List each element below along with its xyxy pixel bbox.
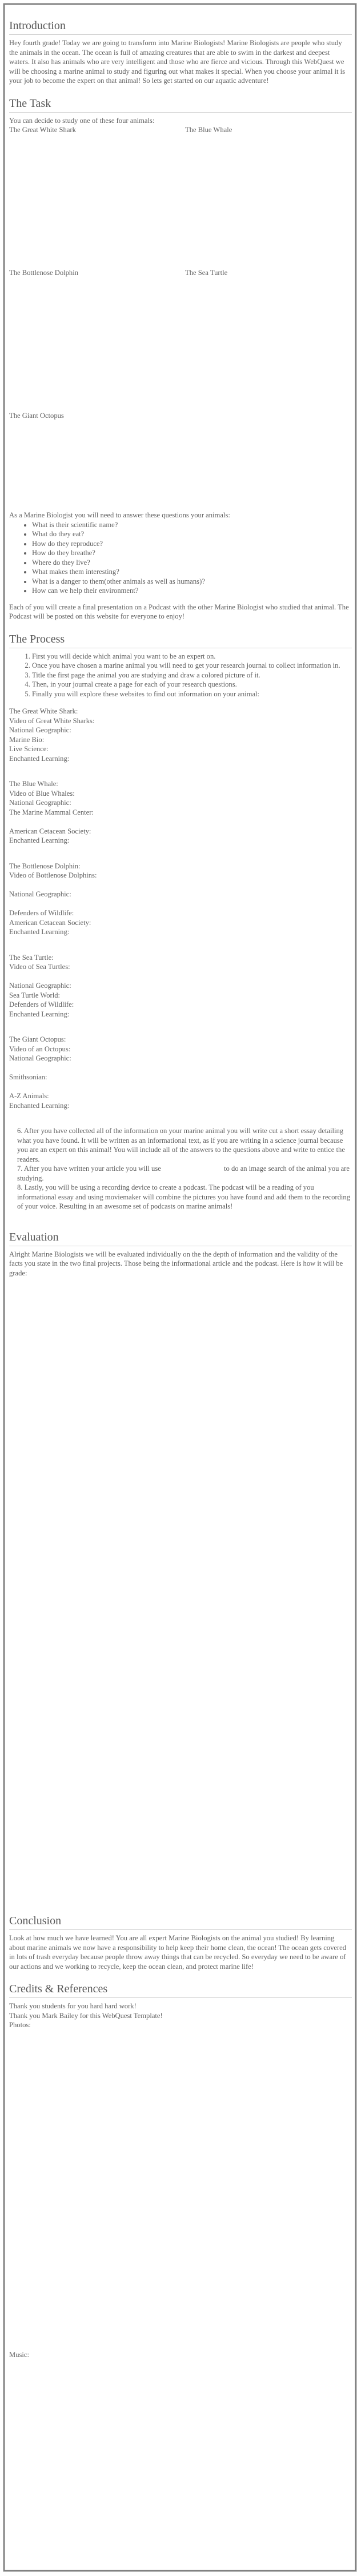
process-steps: [9, 652, 352, 699]
resource-link[interactable]: The Blue Whale:: [9, 780, 58, 788]
credits-lines: [9, 2001, 352, 2030]
animal-row-2: [9, 268, 352, 411]
conclusion-text: Look at how much we have learned! You are all expert Marine Biologists on the animal you studied! By learning about marine animals we now have a responsibility to help keep their home clean, the ocean! The ocean gets covered in lots of trash everyday because people throw away things that can be recycled. So everyday we need to be aware of our actions and we working to recycle, keep the ocean clean, and protect marine life!: [9, 1934, 347, 1971]
animal-shark: The Great White Shark: [9, 126, 76, 134]
question-item: • How do they reproduce?: [32, 539, 352, 549]
process-step: 1. First you will decide which animal you want to be an expert on.: [32, 652, 352, 661]
resource-link[interactable]: Live Science:: [9, 745, 49, 753]
credits-heading: Credits & References: [9, 1983, 352, 1998]
resource-link[interactable]: Sea Turtle World:: [9, 991, 61, 999]
question-item: • How do they breathe?: [32, 548, 352, 558]
resource-link[interactable]: Enchanted Learning:: [9, 1010, 70, 1018]
process-heading: The Process: [9, 633, 352, 648]
resource-link[interactable]: Video of Bottlenose Dolphins:: [9, 871, 97, 879]
credit-music-label: Music:: [9, 2350, 29, 2359]
resource-link[interactable]: The Marine Mammal Center:: [9, 808, 94, 816]
resource-link[interactable]: Video of Blue Whales:: [9, 789, 75, 797]
shark-resources: [9, 707, 352, 763]
question-item: • What do they eat?: [32, 529, 352, 539]
resource-link[interactable]: The Great White Shark:: [9, 707, 78, 715]
animal-blue-whale: The Blue Whale: [185, 126, 232, 134]
octopus-resources: [9, 1035, 352, 1110]
resource-link[interactable]: National Geographic:: [9, 890, 71, 898]
question-item: • Where do they live?: [32, 558, 352, 568]
evaluation-text: Alright Marine Biologists we will be evaluated individually on the the depth of information and the validity of the facts you state in the two final projects. Those being the informational article and the podcast. Here is how it will be grade:: [9, 1250, 343, 1277]
resource-link[interactable]: Enchanted Learning:: [9, 754, 70, 763]
process-step-7: 7. After you have written your article you will use to do an image search of the animal you are studying.: [17, 1165, 352, 1182]
process-step-8: 8. Lastly, you will be using a recording device to create a podcast. The podcast will be a reading of you informational essay and using moviemaker will combine the pictures you have found and add them to the recording of your voice. Resulting in an awesome set of podcasts on marine animals!: [17, 1183, 351, 1210]
resource-link[interactable]: Video of Great White Sharks:: [9, 716, 95, 725]
webquest-content: [9, 8, 352, 2359]
question-item: • How can we help their environment?: [32, 586, 352, 596]
animal-row-3: [9, 411, 352, 511]
introduction-text: Hey fourth grade! Today we are going to transform into Marine Biologists! Marine Biologists are people who study the animals in the ocean. The ocean is full of amazing creatures that are able to swim in the darkest and deepest waters. It also has animals who are very intelligent and those who are fierce and vicious. Through this WebQuest we will be choosing a marine animal to study and figuring out what makes it special. When you choose your animal it is your job to become the expert on that animal! So lets get started on our aquatic adventure!: [9, 39, 346, 85]
resource-link[interactable]: The Bottlenose Dolphin:: [9, 862, 81, 870]
process-step: 2. Once you have chosen a marine animal you will need to get your research journal to collect information in.: [32, 661, 352, 671]
resource-link[interactable]: Enchanted Learning:: [9, 836, 70, 844]
dolphin-resources: [9, 862, 352, 937]
resource-link[interactable]: National Geographic:: [9, 726, 71, 734]
question-item: • What makes them interesting?: [32, 567, 352, 577]
resource-link[interactable]: A-Z Animals:: [9, 1092, 49, 1100]
resource-link[interactable]: Video of Sea Turtles:: [9, 963, 70, 971]
animal-octopus: The Giant Octopus: [9, 412, 64, 420]
animal-row-1: [9, 125, 352, 268]
credit-line: Thank you students for you hard hard work!: [9, 2002, 137, 2010]
resource-link[interactable]: American Cetacean Society:: [9, 918, 91, 927]
conclusion-heading: Conclusion: [9, 1915, 352, 1930]
process-step: 5. Finally you will explore these websites to find out information on your animal:: [32, 689, 352, 699]
task-heading: The Task: [9, 97, 352, 113]
task-choose-text: You can decide to study one of these four animals:: [9, 116, 155, 125]
resource-link[interactable]: National Geographic:: [9, 982, 71, 990]
introduction-heading: Introduction: [9, 19, 352, 35]
credit-photos-label: Photos:: [9, 2021, 31, 2029]
resource-link[interactable]: The Giant Octopus:: [9, 1035, 66, 1043]
resource-link[interactable]: Enchanted Learning:: [9, 1101, 70, 1110]
process-step: 3. Title the first page the animal you are studying and draw a colored picture of it.: [32, 671, 352, 680]
resource-link[interactable]: National Geographic:: [9, 1054, 71, 1062]
resource-link[interactable]: Defenders of Wildlife:: [9, 1000, 74, 1008]
whale-resources: [9, 779, 352, 846]
process-step: 4. Then, in your journal create a page for each of your research questions.: [32, 680, 352, 689]
resource-link[interactable]: National Geographic:: [9, 799, 71, 807]
resource-link[interactable]: Marine Bio:: [9, 735, 45, 744]
question-list: [9, 520, 352, 596]
evaluation-heading: Evaluation: [9, 1231, 352, 1246]
resource-link[interactable]: Smithsonian:: [9, 1073, 47, 1081]
resource-link[interactable]: American Cetacean Society:: [9, 827, 91, 835]
resource-link[interactable]: The Sea Turtle:: [9, 953, 54, 962]
question-item: • What is a danger to them(other animals as well as humans)?: [32, 577, 352, 587]
animal-dolphin: The Bottlenose Dolphin: [9, 269, 79, 277]
credit-line[interactable]: Thank you Mark Bailey for this WebQuest Template!: [9, 2011, 163, 2020]
task-closing-text: Each of you will create a final presentation on a Podcast with the other Marine Biologist who studied that animal. The Podcast will be posted on this website for everyone to enjoy!: [9, 603, 349, 620]
turtle-resources: [9, 953, 352, 1019]
resource-link[interactable]: Enchanted Learning:: [9, 928, 70, 936]
animal-sea-turtle: The Sea Turtle: [185, 269, 228, 277]
resource-link[interactable]: Defenders of Wildlife:: [9, 909, 74, 917]
question-item: • What is their scientific name?: [32, 520, 352, 530]
questions-intro: As a Marine Biologist you will need to answer these questions your animals:: [9, 511, 230, 519]
resource-link[interactable]: Video of an Octopus:: [9, 1044, 71, 1053]
process-step-6: 6. After you have collected all of the information on your marine animal you will write cut a short essay detailing what you have found. It will be written as an informational text, as if you are writing in a science journal because you are an expert on this animal! You will include all of the answers to the questions above and write to entice the readers.: [17, 1127, 345, 1163]
